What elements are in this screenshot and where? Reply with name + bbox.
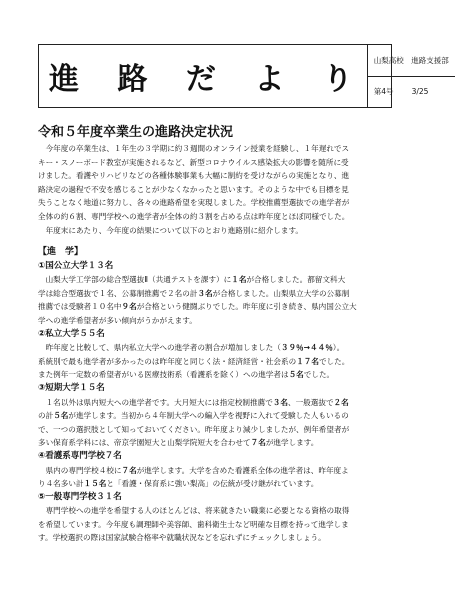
- category-line: [38, 287, 390, 301]
- highlight-count: ３名: [197, 288, 213, 298]
- highlight-count: ９名: [121, 302, 137, 312]
- text-run: が合格しました。山梨県立大学の公募制: [212, 288, 350, 298]
- text-run: 多い保育系学科には、帝京学園短大と山梨学院短大を合わせて: [38, 438, 251, 448]
- category-line: [38, 314, 390, 328]
- text-run: １名以外は県内短大への進学者です。大月短大には指定校制推薦で: [45, 397, 273, 407]
- category-heading: ④看護系専門学校７名: [38, 450, 122, 461]
- newsletter-title: 進 路 だ よ り: [49, 62, 367, 97]
- text-run: り４名多い計: [38, 479, 84, 489]
- text-run: 系統別で最も進学者が多かったのは昨年度と同じく法・経済経営・社会系の: [38, 356, 297, 366]
- intro-line: キー・スノーボード教室が実施されるなど、新型コロナウイルス感染拡大の影響を随所に受: [38, 157, 349, 167]
- category-heading: ①国公立大学１３名: [38, 260, 114, 271]
- category-line: [38, 531, 390, 545]
- highlight-count: ３名: [272, 397, 288, 407]
- category-line: [38, 273, 390, 287]
- intro-paragraph: [38, 142, 390, 237]
- text-run: ）。: [332, 343, 345, 353]
- text-run: が進学します。当初から４年制大学への編入学を視野に入れて受験した人もいるの: [68, 411, 349, 421]
- text-run: 専門学校への進学を希望する人のほとんどは、将来就きたい職業に必要となる資格の取得: [45, 506, 350, 516]
- text-run: 昨年度と比較して、県内私立大学への進学者の割合が増加しました（: [45, 343, 281, 353]
- text-run: また例年一定数の希望者がいる医療技術系（看護系を除く）への進学者は: [38, 370, 289, 380]
- highlight-count: ７名: [121, 465, 137, 475]
- highlight-count: １５名: [83, 479, 107, 489]
- highlight-count: ５名: [53, 411, 69, 421]
- text-run: が合格という健闘ぶりでした。昨年度に引き続き、県内国公立大: [136, 302, 357, 312]
- text-run: 、一般選抜で: [287, 397, 334, 407]
- issue-date: 3/25: [411, 87, 429, 97]
- intro-line: 今年度の卒業生は、１年生の３学期に約３週間のオンライン授業を経験し、１年遅れでス: [45, 144, 350, 153]
- text-run: が進学します。大学を含めた看護系全体の進学者は、昨年度よ: [136, 465, 349, 475]
- intro-line: けました。看護やリハビリなどの各種体験事業も大幅に制約を受けながらの実施となり、進: [38, 171, 350, 181]
- category-line: [38, 368, 390, 382]
- highlight-count: １名: [231, 275, 247, 285]
- category-heading: ②私立大学５５名: [38, 328, 105, 339]
- text-run: 県内の専門学校４校に: [45, 465, 122, 475]
- intro-line: 路決定の過程で不安を感じることが少なくなかったと思います。そのような中でも目標を見: [38, 184, 349, 194]
- category-line: [38, 504, 390, 518]
- issue-number: 第4号: [373, 87, 394, 97]
- title-box: [39, 45, 367, 107]
- category-line: [38, 464, 390, 478]
- category-line: [38, 396, 390, 410]
- text-run: でした。: [303, 370, 335, 380]
- text-run: が進学します。: [265, 438, 319, 448]
- category-line: [38, 355, 390, 369]
- issue-info: [367, 45, 455, 107]
- highlight-count: ３９％→４４％: [280, 343, 333, 353]
- school-name: 山梨高校 進路支援部: [373, 55, 449, 65]
- text-run: が合格しました。都留文科大: [246, 275, 346, 285]
- text-run: す。学校選択の際は国家試験合格率や就職状況などを忘れずにチェックしましょう。: [38, 533, 326, 543]
- highlight-count: ５名: [288, 370, 304, 380]
- intro-line: 失うことなく地道に努力し、各々の進路希望を実現しました。学校推薦型選抜での進学者が: [38, 198, 350, 208]
- category-line: [38, 436, 390, 450]
- highlight-count: ７名: [250, 438, 266, 448]
- text-run: 推薦では受験者１０名中: [38, 302, 122, 312]
- intro-line: 年度末にあたり、今年度の結果について以下のとおり進路別に紹介します。: [45, 225, 304, 235]
- section-label: 【進 学】: [38, 247, 84, 257]
- text-run: の計: [38, 411, 54, 421]
- text-run: 学は総合型選抜で１名、公募制推薦で２名の計: [38, 288, 198, 298]
- advancement-sections: [38, 246, 390, 545]
- text-run: 山梨大学工学部の総合型選抜Ⅱ（共通テストを課す）に: [45, 275, 232, 285]
- category-line: [38, 477, 390, 491]
- category-heading: ③短期大学１５名: [38, 382, 105, 393]
- highlight-count: １７名: [296, 356, 319, 366]
- text-run: でした。: [318, 356, 350, 366]
- text-run: 学への進学希望者が多い傾向がうかがえます。: [38, 315, 197, 325]
- article-headline: 令和５年度卒業生の進路決定状況: [38, 125, 234, 140]
- text-run: を希望しています。今年度も調理師や美容師、歯科衛生士など明確な目標を持って進学しま: [38, 519, 349, 529]
- highlight-count: ２名: [333, 397, 349, 407]
- masthead: [38, 44, 449, 108]
- category-line: [38, 423, 390, 437]
- issue-row: [368, 76, 455, 108]
- category-line: [38, 341, 390, 355]
- text-run: と「看護・保育系に強い梨高」の伝統が受け継がれています。: [106, 479, 319, 489]
- category-line: [38, 300, 390, 314]
- intro-line: 全体の約６割、専門学校への進学者が全体の約３割を占める点は昨年度とほぼ同様でした。: [38, 211, 350, 221]
- category-line: [38, 518, 390, 532]
- text-run: で、一つの選択肢として知っておいてください。昨年度より減少しましたが、例年希望者が: [38, 424, 350, 434]
- category-heading: ⑤一般専門学校３１名: [38, 491, 122, 502]
- category-line: [38, 409, 390, 423]
